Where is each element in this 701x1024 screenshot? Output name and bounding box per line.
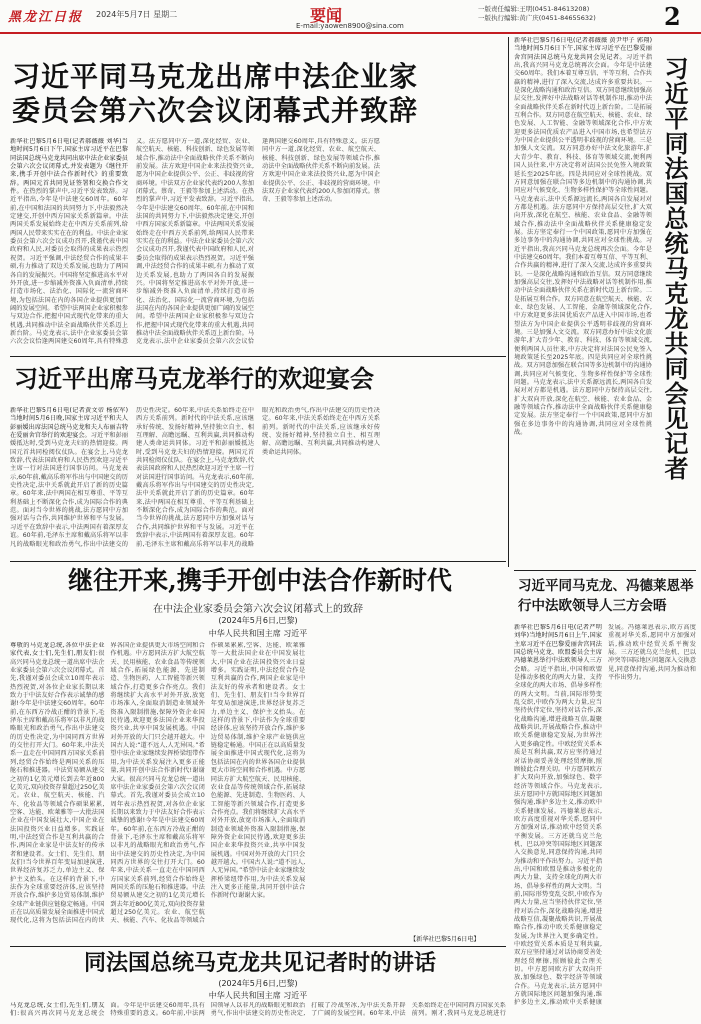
page-header [0,0,701,34]
page-number: 2 [664,2,681,31]
article5-headline: 同法国总统马克龙共见记者时的讲话 [83,950,436,976]
article3-body: 尊敬的马克龙总统,各位中法企业家代表,女士们,先生们,朋友们:很高兴同马克龙总统一道出席中法企业家委员会第六次会议闭幕式。首先,我谨对委员会成立10周年表示热烈祝贺,对各位企业家长期以来致力于中法友好合作表示诚挚的感谢!今年是中法建交60周年。60年前,在东西方冷战正酣的背景下,毛泽东主席和戴高乐将军以非凡的战略眼光和政治勇气,作出中法建交的历史性决定,为中国同西方世界的交往打开大门。60年来,中法关系一直走在中国同西方国家关系前列,经贸合作始终是两国关系的压舱石和推进器。中法贸易额从建交之初的1亿美元增长到去年近800亿美元,双向投资存量超过250亿美元。农业、航空航天、核能、汽车、化妆品等领域合作硕果累累,空客、达能、欧莱雅等一大批法国企业在中国发展壮大,中国企业在法国投资兴业日益增多。实践证明,中法经贸合作是互利共赢的合作,两国企业家是中法友好的传承者和建设者。女士们、先生们、朋友们!当今世界百年变局加速演进,世界经济复苏乏力,单边主义、保护主义抬头。在这样的背景下,中法作为全球重要经济体,应该坚持开放合作,维护多边贸易体制,维护全球产业链供应链稳定畅通。中国正在以高质量发展全面推进中国式现代化,这将为包括法国在内的世界各国企业提供更大市场空间和合作机遇。中方愿同法方扩大航空航天、民用核能、农业食品等传统领域合作,拓展绿色能源、先进制造、生物医药、人工智能等新兴领域合作,打造更多合作亮点。我们将继续扩大高水平对外开放,放宽市场准入,全面取消制造业领域外资准入限制措施,保障外资企业国民待遇,欢迎更多法国企业来华投资兴业,共享中国发展机遇。中国对外开放的大门只会越开越大。中国古人说:“道不远人,人无异国。”希望中法企业家继续发挥桥梁纽带作用,为中法关系发展注入更多正能量,共同开创中法合作新时代!谢谢大家。很高兴同马克龙总统一道出席中法企业家委员会第六次会议闭幕式。首先,我谨对委员会成立10周年表示热烈祝贺,对各位企业家长期以来致力于中法友好合作表示诚挚的感谢!今年是中法建交60周年。60年前,在东西方冷战正酣的背景下,毛泽东主席和戴高乐将军以非凡的战略眼光和政治勇气,作出中法建交的历史性决定,为中国同西方世界的交往打开大门。60年来,中法关系一直走在中国同西方国家关系前列,经贸合作始终是两国关系的压舱石和推进器。中法贸易额从建交之初的1亿美元增长到去年近800亿美元,双向投资存量超过250亿美元。农业、航空航天、核能、汽车、化妆品等领域合作硕果累累,空客、达能、欧莱雅等一大批法国企业在中国发展壮大,中国企业在法国投资兴业日益增多。实践证明,中法经贸合作是互利共赢的合作,两国企业家是中法友好的传承者和建设者。女士们、先生们、朋友们!当今世界百年变局加速演进,世界经济复苏乏力,单边主义、保护主义抬头。在这样的背景下,中法作为全球重要经济体,应该坚持开放合作,维护多边贸易体制,维护全球产业链供应链稳定畅通。中国正在以高质量发展全面推进中国式现代化,这将为包括法国在内的世界各国企业提供更大市场空间和合作机遇。中方愿同法方扩大航空航天、民用核能、农业食品等传统领域合作,拓展绿色能源、先进制造、生物医药、人工智能等新兴领域合作,打造更多合作亮点。我们将继续扩大高水平对外开放,放宽市场准入,全面取消制造业领域外资准入限制措施,保障外资企业国民待遇,欢迎更多法国企业来华投资兴业,共享中国发展机遇。中国对外开放的大门只会越开越大。中国古人说:“道不远人,人无异国。”希望中法企业家继续发挥桥梁纽带作用,为中法关系发展注入更多正能量,共同开创中法合作新时代!谢谢大家。 [10,642,306,925]
article3-author: 中华人民共和国主席 习近平 [208,629,308,638]
editor-credit-2: 一版执行编辑:黄广庆(0451-84655632) [478,14,596,22]
article1-headline: 习近平同马克龙出席中法企业家 委员会第六次会议闭幕式并致辞 [12,60,419,127]
editor-credits [478,5,596,23]
divider [10,356,506,357]
divider [10,561,506,562]
masthead-logo: 黑龙江日报 [8,10,84,25]
article4-body: 新华社巴黎5月6日电(记者严明 刘华)当地时间5月6日上午,国家主席习近平在巴黎爱丽舍宫同法国总统马克龙、欧盟委员会主席冯德莱恩举行中法欧领导人三方会晤。习近平指出,中国和欧盟是推动多极化的两大力量、支持全球化的两大市场、倡导多样性的两大文明。当前,国际形势变乱交织,中欧作为两大力量,应当坚持伙伴定位,坚持对话合作,深化战略沟通,增进战略互信,凝聚战略共识,开展战略合作,推动中欧关系健康稳定发展,为世界注入更多确定性。中欧经贸关系本质是互利共赢,双方应坚持通过对话协商妥善处理经贸摩擦,照顾彼此合理关切。中方愿同欧方扩大双向开放,加强绿色、数字经济等领域合作。马克龙表示,法方愿同中方就国际地区问题加强沟通,维护多边主义,推动欧中关系健康发展。冯德莱恩表示,欧方高度重视对华关系,愿同中方加强对话,推动欧中经贸关系平衡发展。三方还就乌克兰危机、巴以冲突等国际地区问题深入交换意见,同意保持沟通,共同为推动和平作出努力。习近平指出,中国和欧盟是推动多极化的两大力量、支持全球化的两大市场、倡导多样性的两大文明。当前,国际形势变乱交织,中欧作为两大力量,应当坚持伙伴定位,坚持对话合作,深化战略沟通,增进战略互信,凝聚战略共识,开展战略合作,推动中欧关系健康稳定发展,为世界注入更多确定性。中欧经贸关系本质是互利共赢,双方应坚持通过对话协商妥善处理经贸摩擦,照顾彼此合理关切。中方愿同欧方扩大双向开放,加强绿色、数字经济等领域合作。马克龙表示,法方愿同中方就国际地区问题加强沟通,维护多边主义,推动欧中关系健康发展。冯德莱恩表示,欧方高度重视对华关系,愿同中方加强对话,推动欧中经贸关系平衡发展。三方还就乌克兰危机、巴以冲突等国际地区问题深入交换意见,同意保持沟通,共同为推动和平作出努力。 [514,624,696,1007]
article1-body: 新华社巴黎5月6日电(记者郝薇薇 刘华)当地时间5月6日下午,国家主席习近平在巴黎同法国总统马克龙共同出席中法企业家委员会第六次会议闭幕式,并发表题为《继往开来,携手开创中法合作新时代》的重要致辞。两国元首共同见证签署和交换合作文件。在热烈的掌声中,习近平发表致辞。习近平指出,今年是中法建交60周年。60年前,在中国和法国的共同努力下,中法毅然决定建交,开创中西方国家关系新篇章。中法两国关系发展始终走在中西方关系前列,给两国人民带来实实在在的利益。中法企业家委员会第六次会议成功召开,我谨代表中国政府和人民,对委员会取得的成果表示热烈祝贺。习近平强调,中法经贸合作的成果丰硕,有力推动了双边关系发展,也助力了两国各自的发展振兴。中国将坚定推进高水平对外开放,进一步缩减外资准入负面清单,持续打造市场化、法治化、国际化一流营商环境,为包括法国在内的各国企业提供更加广阔的发展空间。希望中法两国企业家积极参与双边合作,把握中国式现代化带来的重大机遇,共同推动中法全面战略伙伴关系迈上新台阶。马克龙表示,法中企业家委员会第六次会议恰逢两国建交60周年,具有特殊意义。法方愿同中方一道,深化经贸、农业、航空航天、核能、科技创新、绿色发展等领域合作,推动法中全面战略伙伴关系不断向前发展。法方欢迎中国企业来法投资兴业,愿为中国企业提供公平、公正、非歧视的营商环境。中法双方企业家代表约200人参加闭幕式。蔡奇、王毅等参加上述活动。在热烈的掌声中,习近平发表致辞。习近平指出,今年是中法建交60周年。60年前,在中国和法国的共同努力下,中法毅然决定建交,开创中西方国家关系新篇章。中法两国关系发展始终走在中西方关系前列,给两国人民带来实实在在的利益。中法企业家委员会第六次会议成功召开,我谨代表中国政府和人民,对委员会取得的成果表示热烈祝贺。习近平强调,中法经贸合作的成果丰硕,有力推动了双边关系发展,也助力了两国各自的发展振兴。中国将坚定推进高水平对外开放,进一步缩减外资准入负面清单,持续打造市场化、法治化、国际化一流营商环境,为包括法国在内的各国企业提供更加广阔的发展空间。希望中法两国企业家积极参与双边合作,把握中国式现代化带来的重大机遇,共同推动中法全面战略伙伴关系迈上新台阶。马克龙表示,法中企业家委员会第六次会议恰逢两国建交60周年,具有特殊意义。法方愿同中方一道,深化经贸、农业、航空航天、核能、科技创新、绿色发展等领域合作,推动法中全面战略伙伴关系不断向前发展。法方欢迎中国企业来法投资兴业,愿为中国企业提供公平、公正、非歧视的营商环境。中法双方企业家代表约200人参加闭幕式。蔡奇、王毅等参加上述活动。 [10,138,380,346]
article3-subtitle: 在中法企业家委员会第六次会议闭幕式上的致辞 [153,604,363,615]
article5-body: 马克龙总统,女士们,先生们,朋友们:很高兴再次同马克龙总统会面。今年是中法建交60周年,具有特殊重要的意义。60年前,中法两国领导人以非凡的战略眼光和政治勇气,作出中法建交的历史性决定,打破了冷战坚冰,为中法关系开辟了广阔的发展空间。60年来,中法关系始终走在中国同西方国家关系前列。刚才,我同马克龙总统进行 [10,1002,506,1018]
issue-date: 2024年5月7日 星期二 [96,10,178,19]
divider [514,570,696,571]
column-divider [508,37,509,567]
editor-credit-1: 一版责任编辑:王明(0451-84613208) [478,5,590,13]
article2-headline: 习近平出席马克龙举行的欢迎宴会 [14,364,374,393]
article5-author: 中华人民共和国主席 习近平 [208,991,308,1000]
article4-headline: 习近平同马克龙、冯德莱恩举行中法欧领导人三方会晤 [518,578,694,614]
article3-headline: 继往开来,携手开创中法合作新时代 [68,566,452,595]
sidebar-body: 新华社巴黎5月6日电(记者郝薇薇 黄尹甲子 郭翔)当地时间5月6日下午,国家主席习近平在巴黎爱丽舍宫同法国总统马克龙共同会见记者。习近平指出,我高兴同马克龙总统再次会面。今年是中法建交60周年。我们本着互尊互信、平等互利、合作共赢的精神,进行了深入交流,达成许多重要共识。一是深化战略沟通和政治互信。双方同意继续加强高层交往,发挥好中法战略对话等机制作用,推动中法全面战略伙伴关系在新时代迈上新台阶。二是拓展互利合作。双方同意在航空航天、核能、农业、绿色发展、人工智能、金融等领域深化合作,中方欢迎更多法国优质农产品进入中国市场,也希望法方为中国企业提供公平透明非歧视的营商环境。三是加强人文交流。双方同意办好中法文化旅游年,扩大青少年、教育、科技、体育等领域交流,便利两国人员往来,中方决定将对法国公民免签入境政策延长至2025年底。四是共同应对全球性挑战。双方同意加强在联合国等多边机制中的沟通协调,共同应对气候变化、生物多样性保护等全球性问题。马克龙表示,法中关系源远流长,两国各自发展对对方都是机遇。法方愿同中方保持高层交往,扩大双向开放,深化在航空、核能、农业食品、金融等领域合作,推动法中全面战略伙伴关系健康稳定发展。法方坚定奉行一个中国政策,愿同中方加强在多边事务中的沟通协调,共同应对全球性挑战。习近平指出,我高兴同马克龙总统再次会面。今年是中法建交60周年。我们本着互尊互信、平等互利、合作共赢的精神,进行了深入交流,达成许多重要共识。一是深化战略沟通和政治互信。双方同意继续加强高层交往,发挥好中法战略对话等机制作用,推动中法全面战略伙伴关系在新时代迈上新台阶。二是拓展互利合作。双方同意在航空航天、核能、农业、绿色发展、人工智能、金融等领域深化合作,中方欢迎更多法国优质农产品进入中国市场,也希望法方为中国企业提供公平透明非歧视的营商环境。三是加强人文交流。双方同意办好中法文化旅游年,扩大青少年、教育、科技、体育等领域交流,便利两国人员往来,中方决定将对法国公民免签入境政策延长至2025年底。四是共同应对全球性挑战。双方同意加强在联合国等多边机制中的沟通协调,共同应对气候变化、生物多样性保护等全球性问题。马克龙表示,法中关系源远流长,两国各自发展对对方都是机遇。法方愿同中方保持高层交往,扩大双向开放,深化在航空、核能、农业食品、金融等领域合作,推动法中全面战略伙伴关系健康稳定发展。法方坚定奉行一个中国政策,愿同中方加强在多边事务中的沟通协调,共同应对全球性挑战。 [514,37,652,437]
sidebar-headline: 习近平同法国总统马克龙共同会见记者 [660,56,689,481]
article5-date: (2024年5月6日,巴黎) [218,979,298,988]
section-email: E-mail:yaowen8900@sina.com [296,22,404,30]
divider [10,946,506,947]
section-title: 要闻 [310,6,343,25]
article3-source: 【新华社巴黎5月6日电】 [410,936,480,943]
article3-date: (2024年5月6日,巴黎) [218,616,298,625]
article2-body: 新华社巴黎5月6日电(记者黄文帝 杨依军)当地时间5月6日晚,国家主席习近平和夫人彭丽媛出席法国总统马克龙和夫人布丽吉特在爱丽舍宫举行的欢迎宴会。习近平和彭丽媛抵达时,受到马克龙夫妇的热情迎接。两国元首共同检阅仪仗队。在宴会上,马克龙致辞,代表法国政府和人民热烈欢迎习近平主席一行对法国进行国事访问。马克龙表示,60年前,戴高乐将军作出与中国建交的历史性决定,法中关系就此开启了新的历史篇章。60年来,法中两国在相互尊重、平等互利基础上不断深化合作,成为国际合作的典范。面对当今世界的挑战,法方愿同中方加强对话与合作,共同维护世界和平与发展。习近平在致辞中表示,中法两国有着深厚友谊。60年前,毛泽东主席和戴高乐将军以非凡的战略眼光和政治勇气,作出中法建交的历史性决定。60年来,中法关系始终走在中西方关系前列。新时代的中法关系,应该继承好传统、发扬好精神,坚持独立自主、相互理解、高瞻远瞩、互利共赢,共同推动构建人类命运共同体。习近平和彭丽媛抵达时,受到马克龙夫妇的热情迎接。两国元首共同检阅仪仗队。在宴会上,马克龙致辞,代表法国政府和人民热烈欢迎习近平主席一行对法国进行国事访问。马克龙表示,60年前,戴高乐将军作出与中国建交的历史性决定,法中关系就此开启了新的历史篇章。60年来,法中两国在相互尊重、平等互利基础上不断深化合作,成为国际合作的典范。面对当今世界的挑战,法方愿同中方加强对话与合作,共同维护世界和平与发展。习近平在致辞中表示,中法两国有着深厚友谊。60年前,毛泽东主席和戴高乐将军以非凡的战略眼光和政治勇气,作出中法建交的历史性决定。60年来,中法关系始终走在中西方关系前列。新时代的中法关系,应该继承好传统、发扬好精神,坚持独立自主、相互理解、高瞻远瞩、互利共赢,共同推动构建人类命运共同体。 [10,407,380,548]
